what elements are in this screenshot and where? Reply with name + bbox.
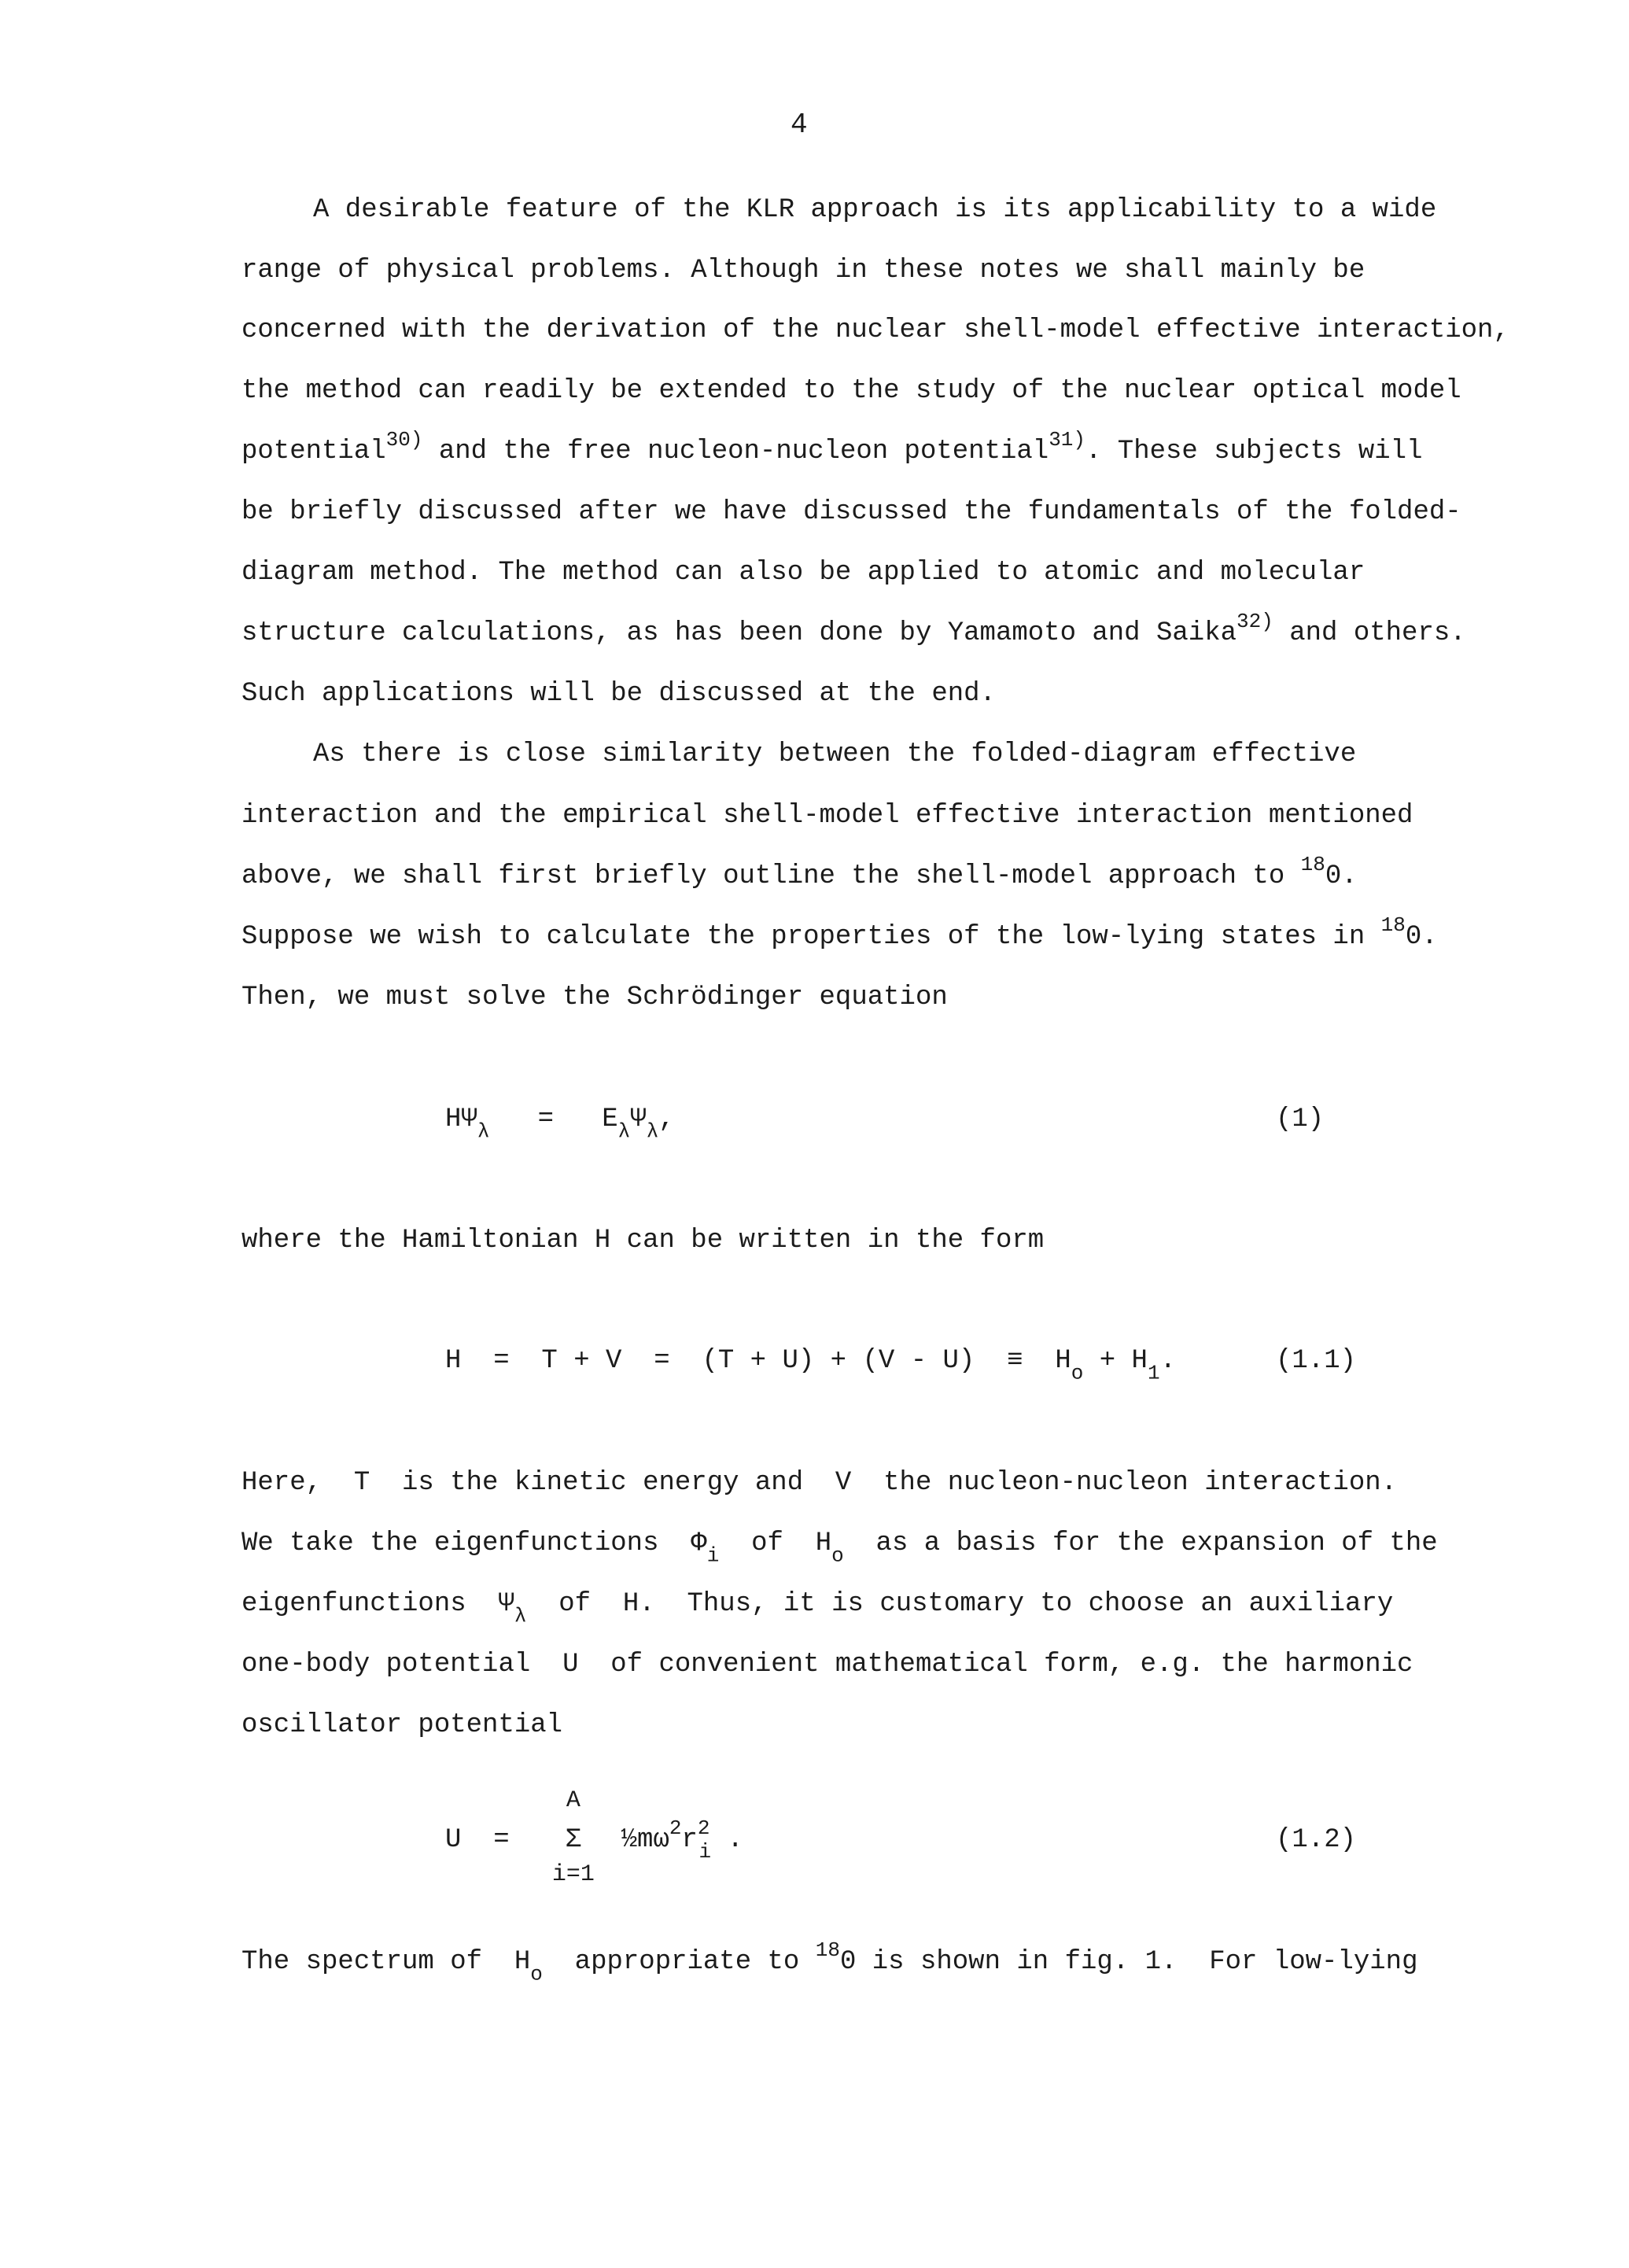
isotope-symbol: 0. bbox=[1325, 861, 1358, 891]
text-structure: structure calculations, as has been done by Yamamoto and Saika bbox=[241, 618, 1237, 648]
para3-line2: We take the eigenfunctions $\Phi_i$ of $H_o$ as a basis for the expansion of the bbox=[241, 1529, 1438, 1568]
spectrum-line: The spectrum of $H_o$ appropriate to $^{18}$0 is shown in fig. 1. For low-lying bbox=[241, 1938, 1418, 1986]
para1-line8 bbox=[241, 609, 1466, 648]
para1-line5 bbox=[241, 427, 1423, 467]
text-free-nn: and the free nucleon-nucleon potential bbox=[422, 437, 1049, 467]
summation: A Σ i=1 bbox=[551, 1787, 595, 1888]
para2-line1: As there is close similarity between the folded-diagram effective bbox=[313, 739, 1357, 769]
hamiltonian-line: where the Hamiltonian H can be written in the form bbox=[241, 1226, 1045, 1256]
reference-32: 32) bbox=[1236, 609, 1273, 633]
equation-1-number: (1) bbox=[1276, 1104, 1325, 1134]
text-suppose: Suppose we wish to calculate the properties of the low-lying states in bbox=[241, 922, 1381, 952]
para2-line3 bbox=[241, 852, 1358, 891]
page-number: 4 bbox=[791, 109, 808, 141]
para1-line3: concerned with the derivation of the nuclear shell-model effective interaction, bbox=[241, 315, 1509, 345]
para1-line9: Such applications will be discussed at the end. bbox=[241, 679, 996, 709]
text-others: and others. bbox=[1273, 618, 1466, 648]
text-subjects: . These subjects will bbox=[1085, 437, 1423, 467]
reference-30: 30) bbox=[385, 427, 423, 452]
para1-line1: A desirable feature of the KLR approach is its applicability to a wide bbox=[313, 195, 1437, 225]
reference-31: 31) bbox=[1049, 427, 1085, 452]
text-potential: potential bbox=[241, 437, 386, 467]
equation-1-1-number: (1.1) bbox=[1276, 1346, 1357, 1376]
equation-1: $H\Psi_\lambda$ = $E_\lambda\Psi_\lambda$, bbox=[445, 1104, 675, 1144]
para2-line2: interaction and the empirical shell-model effective interaction mentioned bbox=[241, 801, 1413, 831]
isotope-symbol: 0. bbox=[1405, 922, 1438, 952]
para3-line4: one-body potential U of convenient mathematical form, e.g. the harmonic bbox=[241, 1650, 1413, 1680]
para2-line5: Then, we must solve the Schrödinger equation bbox=[241, 983, 948, 1012]
equation-1-1: $H = T + V = (T + U) + (V - U) \equiv H_o + H_1$. bbox=[445, 1346, 1176, 1385]
text-outline: above, we shall first briefly outline the shell-model approach to bbox=[241, 861, 1301, 891]
para1-line2: range of physical problems. Although in these notes we shall mainly be bbox=[241, 256, 1365, 286]
para3-line1: Here, T is the kinetic energy and V the nucleon-nucleon interaction. bbox=[241, 1468, 1398, 1498]
para3-line3: eigenfunctions $\Psi_\lambda$ of H. Thus, it is customary to choose an auxiliary bbox=[241, 1589, 1394, 1628]
para1-line7: diagram method. The method can also be applied to atomic and molecular bbox=[241, 558, 1365, 588]
para2-line4 bbox=[241, 913, 1438, 952]
para1-line6: be briefly discussed after we have discussed the fundamentals of the folded- bbox=[241, 497, 1461, 527]
equation-1-2-number: (1.2) bbox=[1276, 1825, 1357, 1855]
isotope-mass: 18 bbox=[1380, 913, 1406, 937]
para1-line4: the method can readily be extended to the study of the nuclear optical model bbox=[241, 376, 1461, 406]
para3-line5: oscillator potential bbox=[241, 1710, 563, 1740]
isotope-mass: 18 bbox=[1300, 852, 1325, 876]
equation-1-2: U = A Σ i=1 $\frac{1}{2}m\omega^2r^2_i$ . bbox=[445, 1787, 743, 1888]
